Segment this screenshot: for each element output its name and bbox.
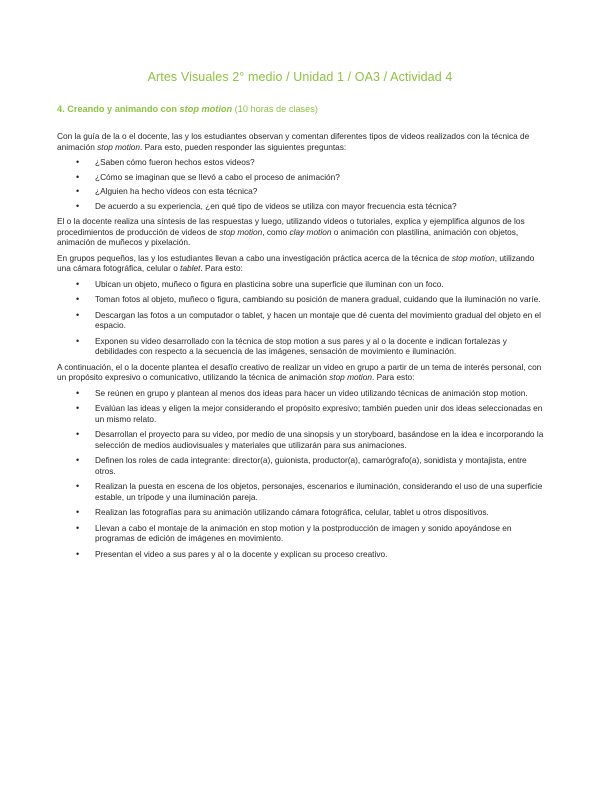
bullet-icon: •: [76, 548, 80, 559]
list-item-text: ¿Alguien ha hecho videos con esta técnica?: [95, 186, 258, 196]
section-heading: [57, 104, 318, 114]
list-item: [57, 429, 547, 450]
document-body: [57, 131, 547, 564]
list-item: [57, 388, 547, 399]
list-item-text: Toman fotos al objeto, muñeco o figura, cambiando su posición de manera gradual, cuidando que la iluminación no varíe.: [95, 294, 541, 304]
investigation-steps-list: [57, 279, 547, 357]
bullet-icon: •: [76, 186, 80, 196]
bullet-icon: •: [76, 278, 80, 289]
list-item-text: Descargan las fotos a un computador o tablet, y hacen un montaje que dé cuenta del movimiento gradual del objeto en el espacio.: [95, 309, 542, 330]
section-number: 4.: [57, 104, 65, 114]
list-item-text: Presentan el video a sus pares y al o la docente y explican su proceso creativo.: [95, 548, 388, 559]
list-item: [57, 523, 547, 544]
investigation-text-e: . Para esto:: [200, 263, 243, 273]
list-item-text: Realizan la puesta en escena de los objetos, personajes, escenarios e iluminación, considerando el uso de una superficie estable, un trípode y una iluminación pareja.: [95, 481, 543, 502]
synthesis-text-a: El o la docente realiza una síntesis de las respuestas y luego, utilizando videos o tutoriales, explica y ejemplifica algunos de los procedimientos de producción de videos de: [57, 216, 525, 237]
synthesis-paragraph: [57, 216, 547, 248]
list-item: [57, 201, 547, 212]
list-item: [57, 310, 547, 331]
list-item: [57, 336, 547, 357]
investigation-text-b: stop motion: [451, 252, 495, 263]
challenge-text-c: . Para esto:: [372, 372, 415, 382]
list-item: [57, 157, 547, 168]
investigation-text-d: tablet: [180, 263, 201, 273]
bullet-icon: •: [76, 200, 80, 211]
synthesis-text-e: o animación con plastilina, animación con objetos, animación de muñecos y pixelación.: [57, 226, 519, 247]
bullet-icon: •: [76, 429, 80, 439]
list-item-text: De acuerdo a su experiencia, ¿en qué tipo de videos se utiliza con mayor frecuencia esta técnica?: [95, 200, 457, 211]
intro-text-c: . Para esto, pueden responder las siguientes preguntas:: [140, 141, 347, 152]
list-item-text: Exponen su video desarrollado con la técnica de stop motion a sus pares y al o la docente e indican fortalezas y debilidades con respecto a la secuencia de las imágenes, sensación de movimiento e iluminación.: [95, 335, 507, 356]
bullet-icon: •: [76, 309, 80, 320]
list-item: [57, 186, 547, 197]
list-item: [57, 294, 547, 305]
challenge-text-a: A continuación, el o la docente plantea el desafío creativo de realizar un video en grupo a partir de un tema de interés personal, con un propósito expresivo o comunicativo, utilizando la técnica de animación: [57, 361, 542, 382]
project-steps-list: [57, 388, 547, 560]
list-item-text: Realizan las fotografías para su animación utilizando cámara fotográfica, celular, tablet u otros dispositivos.: [95, 507, 489, 517]
bullet-icon: •: [76, 507, 80, 517]
list-item-text: Llevan a cabo el montaje de la animación en stop motion y la postproducción de imagen y sonido apoyándose en programas de edición de imágenes en movimiento.: [95, 522, 512, 543]
list-item-text: ¿Saben cómo fueron hechos estos videos?: [95, 157, 255, 167]
section-title-b: stop motion: [179, 104, 233, 114]
list-item-text: Ubican un objeto, muñeco o figura en plasticina sobre una superficie que iluminan con un foco.: [95, 278, 444, 289]
section-title-a: Creando y animando con: [67, 104, 180, 114]
list-item-text: Definen los roles de cada integrante: director(a), guionista, productor(a), camarógrafo(a), sonidista y montajista, entre otros.: [95, 455, 527, 476]
synthesis-text-c: , como: [262, 226, 290, 237]
bullet-icon: •: [76, 335, 80, 346]
list-item: [57, 507, 547, 518]
bullet-icon: •: [76, 157, 80, 167]
list-item-text: Desarrollan el proyecto para su video, por medio de una sinopsis y un storyboard, basándose en la idea e incorporando la selección de medios audiovisuales y materiales que utilizarán para sus animaciones.: [95, 429, 544, 450]
list-item: [57, 403, 547, 424]
intro-text-a: Con la guía de la o el docente, las y los estudiantes observan y comentan diferentes tipos de videos realizados con la técnica de animación: [57, 131, 530, 152]
challenge-paragraph: [57, 362, 547, 383]
list-item: [57, 172, 547, 183]
list-item-text: Evalúan las ideas y eligen la mejor considerando el propósito expresivo; también pueden unir dos ideas seleccionadas en un mismo relato.: [95, 403, 543, 424]
investigation-paragraph: [57, 253, 547, 274]
bullet-icon: •: [76, 403, 80, 413]
list-item: [57, 279, 547, 290]
bullet-icon: •: [76, 171, 80, 182]
intro-paragraph: [57, 131, 547, 152]
bullet-icon: •: [76, 455, 80, 465]
questions-list: [57, 157, 547, 211]
section-title-c: (10 horas de clases): [232, 104, 318, 114]
bullet-icon: •: [76, 387, 80, 398]
list-item: [57, 455, 547, 476]
list-item-text: Se reúnen en grupo y plantean al menos dos ideas para hacer un video utilizando técnicas de animación stop motion.: [95, 387, 528, 398]
synthesis-text-d: clay motion: [289, 226, 332, 237]
bullet-icon: •: [76, 294, 80, 304]
bullet-icon: •: [76, 522, 80, 533]
list-item: [57, 549, 547, 560]
intro-text-b: stop motion: [97, 141, 141, 152]
investigation-text-a: En grupos pequeños, las y los estudiantes llevan a cabo una investigación práctica acerca de la técnica de: [57, 252, 452, 263]
bullet-icon: •: [76, 481, 80, 491]
investigation-text-c: , utilizando una cámara fotográfica, celular o: [57, 252, 535, 273]
challenge-text-b: stop motion: [329, 372, 372, 382]
list-item: [57, 481, 547, 502]
synthesis-text-b: stop motion: [219, 226, 263, 237]
page-header-title: Artes Visuales 2° medio / Unidad 1 / OA3 / Actividad 4: [147, 70, 453, 84]
list-item-text: ¿Cómo se imaginan que se llevó a cabo el proceso de animación?: [95, 171, 340, 182]
